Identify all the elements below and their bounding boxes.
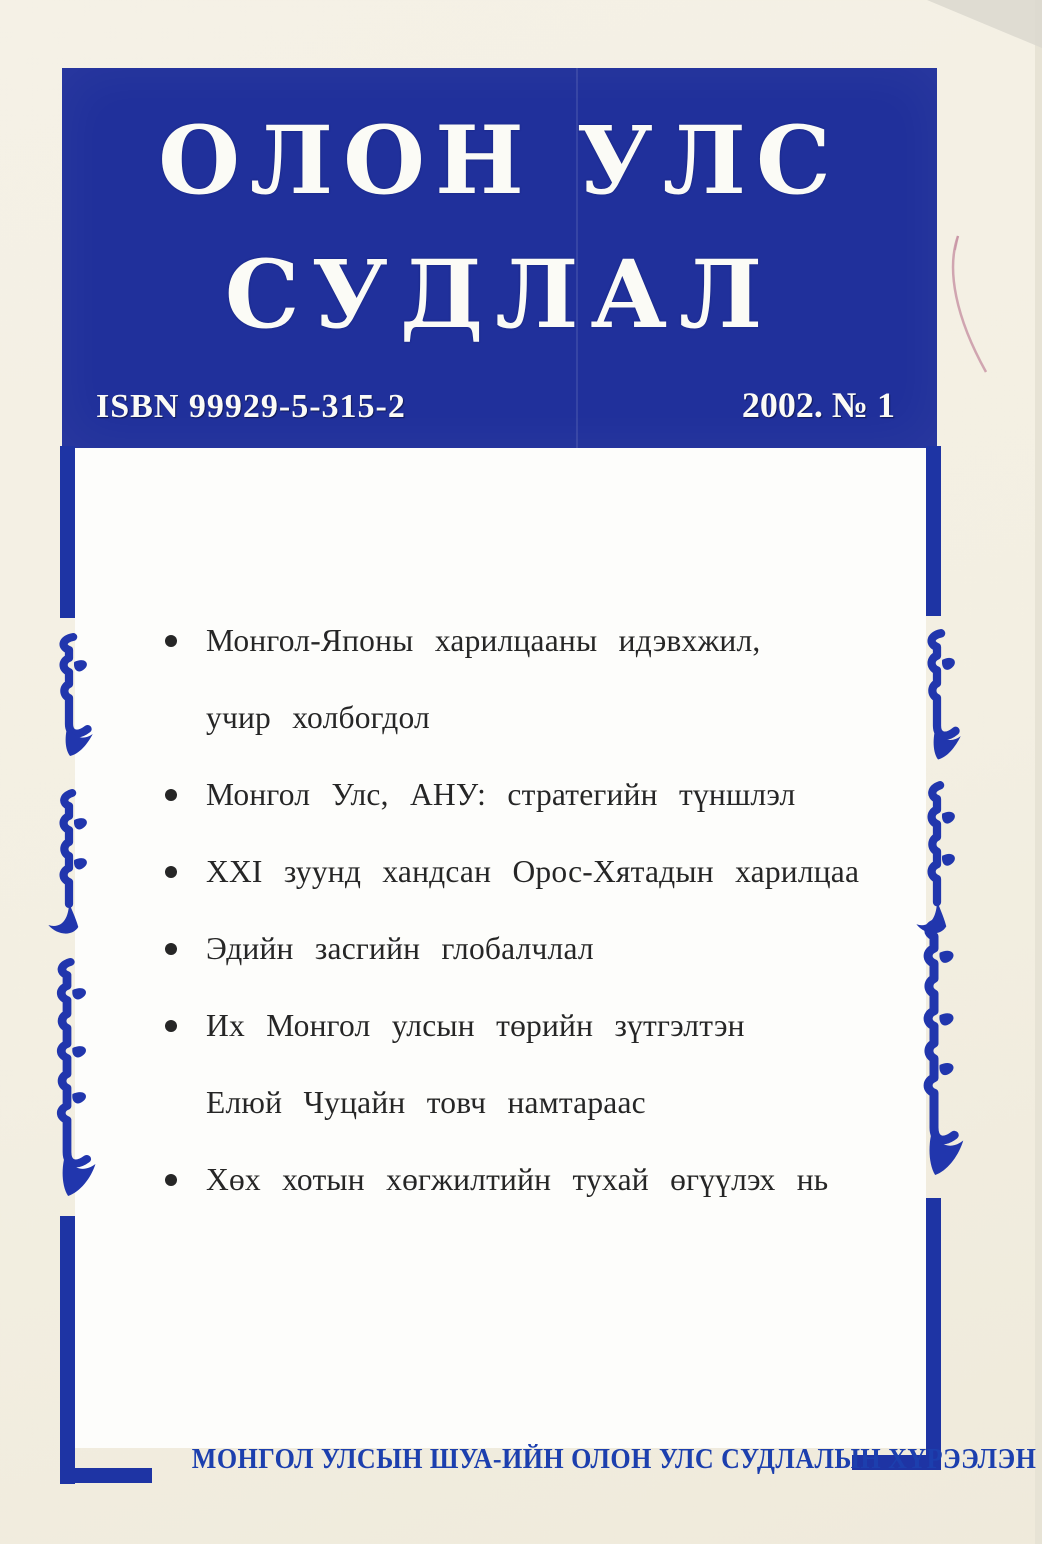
toc-item-text: Монгол-Японы харилцааны идэвхжил, bbox=[206, 622, 761, 658]
frame-bar-bottom-left-stub bbox=[60, 1468, 152, 1483]
footer-institute-label bbox=[160, 1444, 1037, 1476]
bullet-dot-icon bbox=[165, 1020, 177, 1032]
toc-item-text: XXI зуунд хандсан Орос-Хятадын харилцаа bbox=[206, 853, 860, 889]
frame-bar-right-lower bbox=[926, 1198, 941, 1470]
toc-item-line bbox=[165, 1064, 916, 1141]
toc-item-text: Хөх хотын хөгжилтийн тухай өгүүлэх нь bbox=[206, 1161, 829, 1197]
bullet-dot-icon bbox=[165, 866, 177, 878]
pen-mark-artifact bbox=[938, 222, 998, 387]
mongolian-script-ornament bbox=[898, 916, 970, 1188]
journal-title-line-1: ОЛОН УЛС bbox=[158, 106, 841, 216]
toc-item-line bbox=[165, 910, 916, 987]
toc-item-line bbox=[165, 756, 916, 833]
mongolian-script-ornament bbox=[36, 788, 102, 940]
toc-item-text: Елюй Чуцайн товч намтараас bbox=[206, 1084, 646, 1120]
cover-header bbox=[62, 68, 937, 448]
issue-label: 2002. № 1 bbox=[741, 385, 895, 425]
toc-item bbox=[165, 756, 916, 833]
toc-item bbox=[165, 910, 916, 987]
toc-item bbox=[165, 987, 916, 1141]
frame-bar-right-upper bbox=[926, 446, 941, 616]
contents-panel bbox=[75, 448, 926, 1448]
bullet-dot-icon bbox=[165, 789, 177, 801]
toc-item-line bbox=[165, 602, 916, 679]
toc-item-line bbox=[165, 833, 916, 910]
mongolian-script-ornament bbox=[32, 956, 102, 1208]
bullet-dot-icon bbox=[165, 1174, 177, 1186]
header-meta-row bbox=[96, 384, 895, 426]
toc-item bbox=[165, 602, 916, 756]
bullet-dot-icon bbox=[165, 943, 177, 955]
toc-item bbox=[165, 1141, 916, 1218]
mongolian-script-ornament bbox=[904, 628, 970, 768]
toc-item-line bbox=[165, 987, 916, 1064]
frame-bar-left-lower bbox=[60, 1216, 75, 1484]
mongolian-script-ornament bbox=[36, 632, 102, 764]
toc-item-text: Их Монгол улсын төрийн зүтгэлтэн bbox=[206, 1007, 745, 1043]
toc-item-text: учир холбогдол bbox=[206, 699, 430, 735]
bullet-dot-icon bbox=[165, 635, 177, 647]
frame-bar-left-upper bbox=[60, 446, 75, 618]
journal-title-line-2: СУДЛАЛ bbox=[224, 240, 775, 350]
toc-item bbox=[165, 833, 916, 910]
toc-item-text: Монгол Улс, АНУ: стратегийн түншлэл bbox=[206, 776, 796, 812]
scan-corner-artifact bbox=[927, 0, 1042, 48]
isbn-label: ISBN 99929-5-315-2 bbox=[96, 388, 406, 425]
toc-list bbox=[75, 448, 926, 1218]
toc-item-line bbox=[165, 679, 916, 756]
scan-edge-shadow bbox=[1035, 0, 1042, 1544]
toc-item-text: Эдийн засгийн глобалчлал bbox=[206, 930, 594, 966]
footer-institute-text: МОНГОЛ УЛСЫН ШУА-ИЙН ОЛОН УЛС СУДЛАЛЫН ХҮРЭЭЛЭН bbox=[191, 1444, 1037, 1475]
toc-item-line bbox=[165, 1141, 916, 1218]
